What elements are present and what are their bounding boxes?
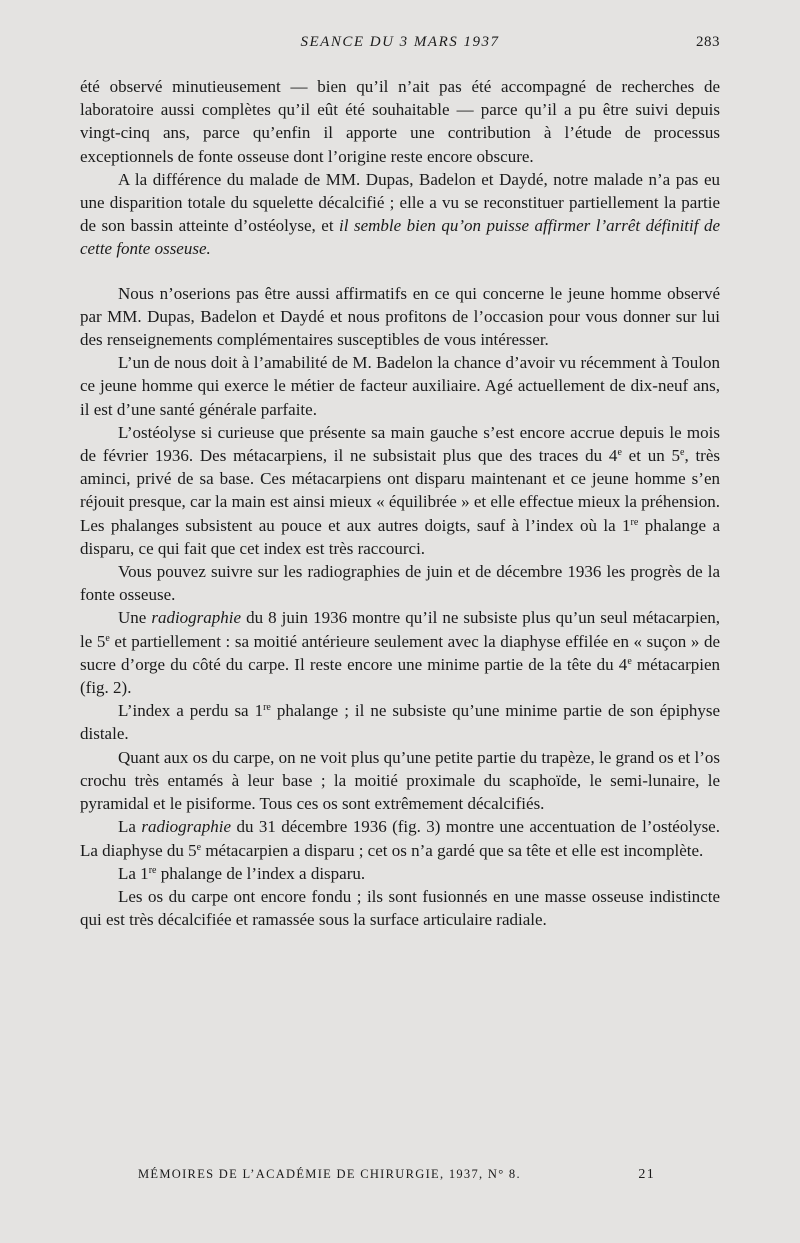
text-run: Une	[118, 608, 152, 628]
text-run: phalange ; il ne subsiste qu’une minime partie de son épiphyse distale.	[80, 701, 720, 744]
superscript: re	[148, 864, 157, 876]
superscript: re	[630, 516, 639, 528]
paragraph-2	[80, 168, 720, 261]
superscript: e	[627, 655, 632, 667]
text-run: L’ostéolyse si curieuse que présente sa main gauche s’est encore accrue depuis le mois de février 1936. Des métacarpiens, il ne subsistait plus que des traces du 4	[80, 422, 720, 466]
paragraph-5	[80, 421, 720, 560]
paragraph-12	[80, 885, 720, 931]
text-run: La	[118, 817, 142, 837]
running-head	[80, 34, 720, 58]
text-run: L’index a perdu sa 1	[118, 701, 264, 721]
paragraph-11	[80, 862, 720, 885]
text-run: Vous pouvez suivre sur les radiographies de juin et de décembre 1936 les progrès de la fonte osseuse.	[80, 562, 720, 605]
superscript: e	[196, 841, 202, 853]
paragraph-3	[80, 282, 720, 352]
text-run: Les os du carpe ont encore fondu ; ils sont fusionnés en une masse osseuse indistincte qui est très décalcifiée et ramassée sous la surface articulaire radiale.	[80, 886, 720, 930]
text-run: et un 5	[621, 446, 680, 466]
page-number: 283	[696, 34, 720, 50]
paragraph-7	[80, 606, 720, 699]
paragraph-8	[80, 699, 720, 745]
text-run: phalange a disparu, ce qui fait que cet index est très raccourci.	[80, 515, 720, 558]
paragraph-9	[80, 746, 720, 816]
text-run: du 8 juin 1936 montre qu’il ne subsiste plus qu’un seul métacarpien, le 5	[80, 608, 720, 651]
sheet-number: 21	[638, 1167, 655, 1182]
body-text	[80, 75, 720, 931]
paragraph-10	[80, 815, 720, 861]
italic-run: radiographie	[151, 608, 242, 628]
text-run: et partiellement : sa moitié antérieure seulement avec la diaphyse effilée en « suçon » de sucre d’orge du côté du carpe. Il reste encore une minime partie de la tête du 4	[80, 631, 720, 674]
text-run: Quant aux os du carpe, on ne voit plus qu’une petite partie du trapèze, le grand os et l’os crochu très entamés à leur base ; la moitié proximale du scaphoïde, le semi-lunaire, le pyramidal et le pisiforme. Tous ces os sont extrêmement décalcifiés.	[80, 747, 720, 814]
text-run: été observé minutieusement — bien qu’il n’ait pas été accompagné de recherches de laboratoire aussi complètes qu’il eût été souhaitable — parce qu’il a pu être suivi depuis vingt-cinq ans, parce qu’enfin il apporte une contribution à l’étude de processus exceptionnels de fonte osseuse dont l’origine reste encore obscure.	[80, 77, 720, 166]
italic-run: il semble bien qu’on puisse affirmer l’arrêt définitif de cette fonte osseuse.	[80, 216, 720, 259]
text-run: phalange de l’index a disparu.	[156, 863, 366, 883]
page-footer	[110, 1167, 720, 1187]
text-run: , très aminci, privé de sa base. Ces métacarpiens ont disparu maintenant et ce jeune homme s’en réjouit presque, car la main est ainsi mieux « équilibrée » et elle effectue mieux la préhension. Les phalanges subsistent au pouce et aux autres doigts, sauf à l’index où la 1	[80, 446, 721, 535]
text-run: La 1	[118, 863, 149, 883]
italic-run: radiographie	[141, 817, 232, 837]
paragraph-6	[80, 560, 720, 606]
superscript: re	[263, 702, 271, 714]
text-run: métacarpien (fig. 2).	[80, 654, 720, 698]
journal-citation: MÉMOIRES DE L’ACADÉMIE DE CHIRURGIE, 1937, N° 8.	[138, 1167, 521, 1181]
text-run: Nous n’oserions pas être aussi affirmatifs en ce qui concerne le jeune homme observé par MM. Dupas, Badelon et Daydé et nous profitons de l’occasion pour vous donner sur lui des renseignements complémentaires susceptibles de vous intéresser.	[80, 283, 720, 350]
superscript: e	[617, 447, 622, 459]
paragraph-4	[80, 351, 720, 421]
superscript: e	[105, 632, 110, 644]
text-run: du 31 décembre 1936 (fig. 3) montre une accentuation de l’ostéolyse. La diaphyse du 5	[80, 817, 720, 860]
paragraph-1	[80, 75, 720, 168]
running-title: SEANCE DU 3 MARS 1937	[300, 34, 500, 50]
text-run: métacarpien a disparu ; cet os n’a gardé que sa tête et elle est incomplète.	[201, 840, 704, 860]
text-run: A la différence du malade de MM. Dupas, Badelon et Daydé, notre malade n’a pas eu une disparition totale du squelette décalcifié ; elle a vu se reconstituer partiellement la partie de son bassin atteinte d’ostéolyse, et	[80, 169, 720, 236]
superscript: e	[679, 447, 685, 459]
text-run: L’un de nous doit à l’amabilité de M. Badelon la chance d’avoir vu récemment à Toulon ce jeune homme qui exerce le métier de facteur auxiliaire. Agé actuellement de dix-neuf ans, il est d’une santé générale parfaite.	[80, 353, 720, 419]
